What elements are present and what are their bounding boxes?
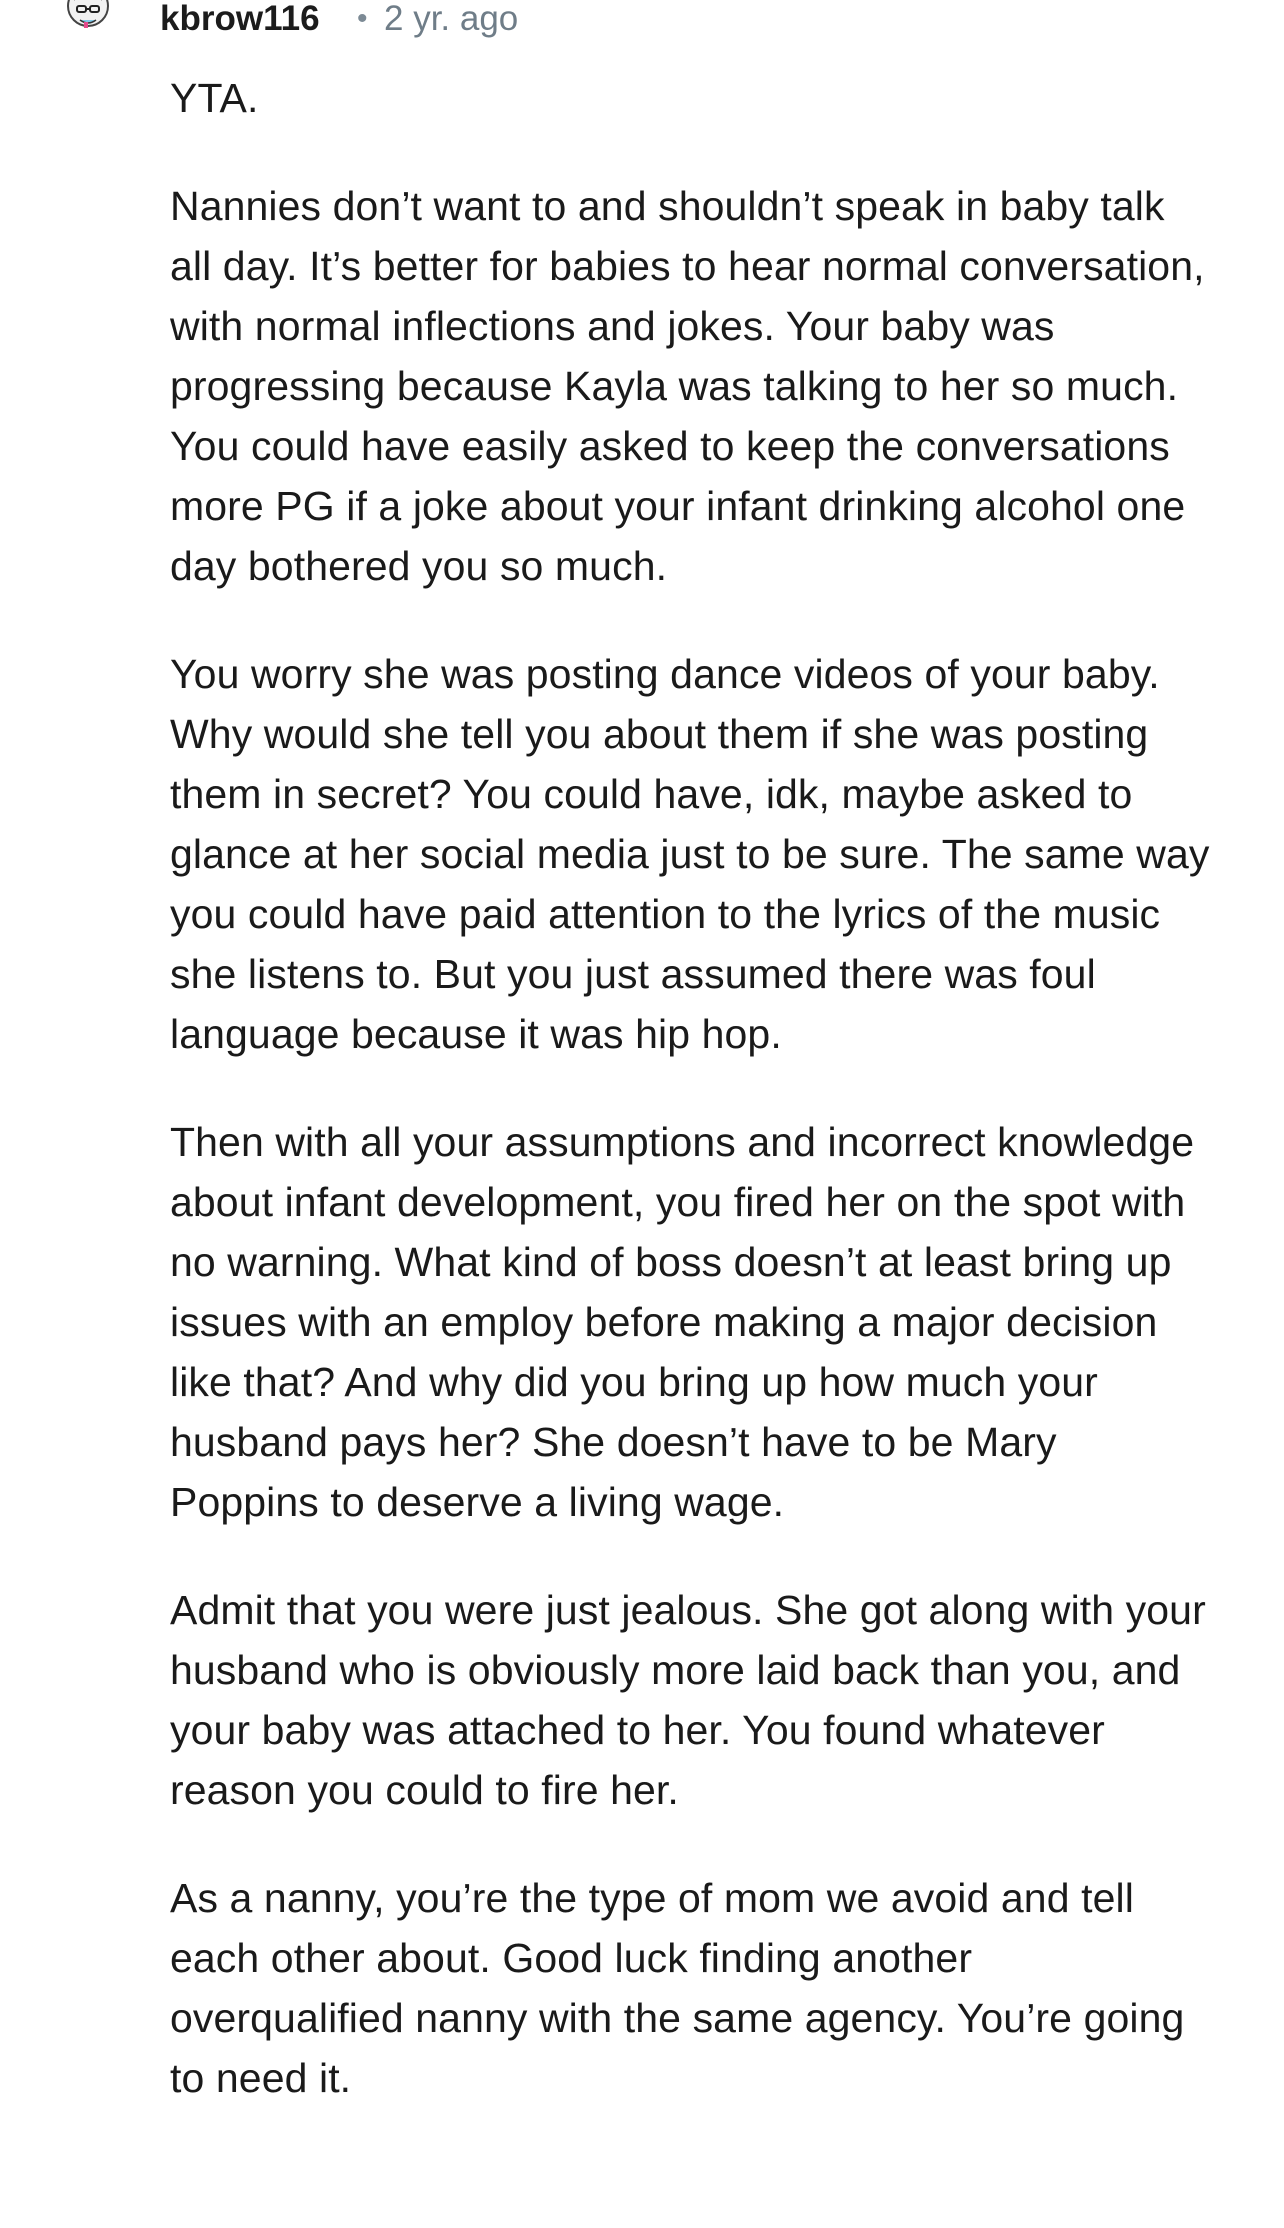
username-link[interactable]: kbrow116 [160, 0, 320, 38]
comment-paragraph: As a nanny, you’re the type of mom we avoid and tell each other about. Good luck finding another overqualified nanny with the same agency. You’re going to need it. [170, 1875, 1185, 2101]
comment-paragraph: Then with all your assumptions and incorrect knowledge about infant development, you fired her on the spot with no warning. What kind of boss doesn’t at least bring up issues with an employ before making a major decision like that? And why did you bring up how much your husband pays her? She doesn’t have to be Mary Poppins to deserve a living wage. [170, 1119, 1195, 1525]
comment-paragraph: Admit that you were just jealous. She got along with your husband who is obviously more laid back than you, and your baby was attached to her. You found whatever reason you could to fire her. [170, 1587, 1206, 1813]
comment-header [0, 0, 1284, 40]
comment-timestamp: 2 yr. ago [384, 0, 519, 38]
comment-paragraph: Nannies don’t want to and shouldn’t speak in baby talk all day. It’s better for babies to hear normal conversation, with normal inflections and jokes. Your baby was progressing because Kayla was talking to her so much. You could have easily asked to keep the conversations more PG if a joke about your infant drinking alcohol one day bothered you so much. [170, 183, 1205, 589]
comment-body [170, 68, 1210, 2156]
comment-paragraph: YTA. [170, 75, 259, 121]
meta-separator: • [357, 2, 368, 35]
user-avatar-icon[interactable] [66, 0, 110, 32]
comment-paragraph: You worry she was posting dance videos of your baby. Why would she tell you about them if she was posting them in secret? You could have, idk, maybe asked to glance at her social media just to be sure. The same way you could have paid attention to the lyrics of the music she listens to. But you just assumed there was foul language because it was hip hop. [170, 651, 1210, 1057]
